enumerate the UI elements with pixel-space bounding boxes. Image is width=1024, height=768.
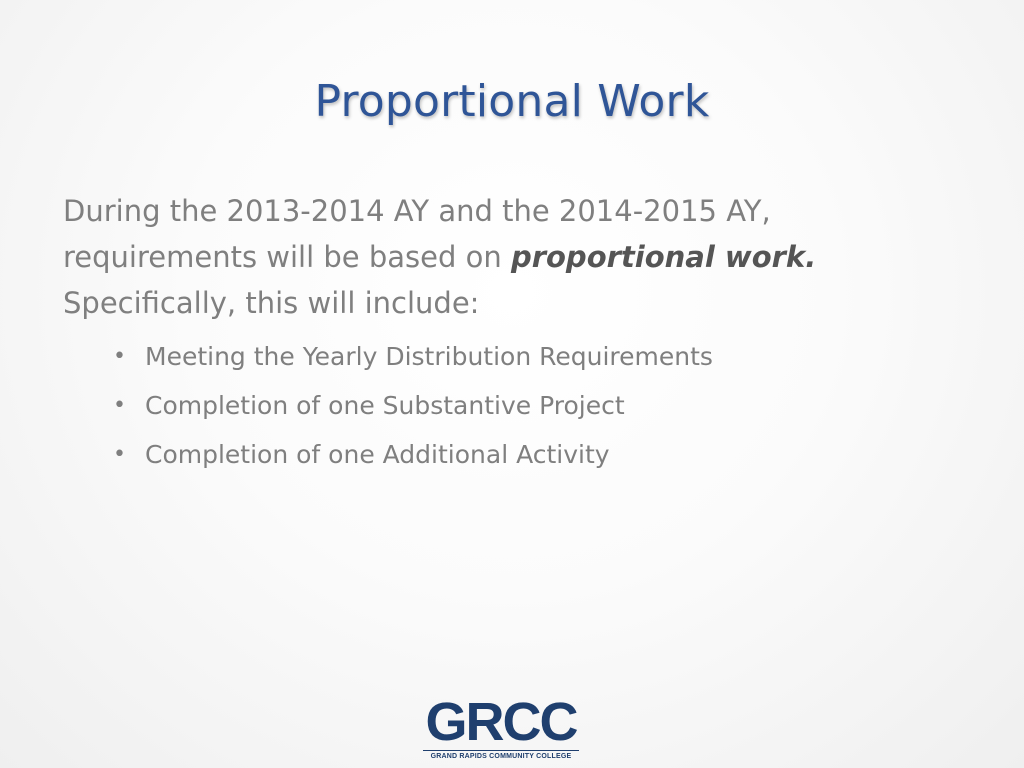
- intro-text: During the 2013-2014 AY and the 2014-2015 AY, requirements will be based on: [63, 194, 771, 274]
- bullet-icon: •: [113, 393, 126, 418]
- slide-title: Proportional Work: [314, 76, 710, 127]
- bullet-icon: •: [113, 344, 126, 369]
- bullet-text: Completion of one Substantive Project: [145, 391, 625, 420]
- list-item: [113, 332, 963, 381]
- bullet-text: Meeting the Yearly Distribution Requirements: [145, 342, 713, 371]
- intro-text-continued: Specifically, this will include:: [63, 286, 480, 320]
- grcc-logo: [418, 692, 584, 760]
- intro-paragraph: [63, 188, 963, 326]
- logo-wordmark: GRCC: [425, 692, 577, 752]
- bullet-list: [63, 332, 963, 479]
- list-item: [113, 381, 963, 430]
- bullet-text: Completion of one Additional Activity: [145, 440, 610, 469]
- logo-subtitle: GRAND RAPIDS COMMUNITY COLLEGE: [423, 750, 579, 760]
- bullet-icon: •: [113, 442, 126, 467]
- list-item: [113, 430, 963, 479]
- slide-body: [63, 188, 963, 479]
- intro-emphasis: proportional work.: [510, 240, 817, 274]
